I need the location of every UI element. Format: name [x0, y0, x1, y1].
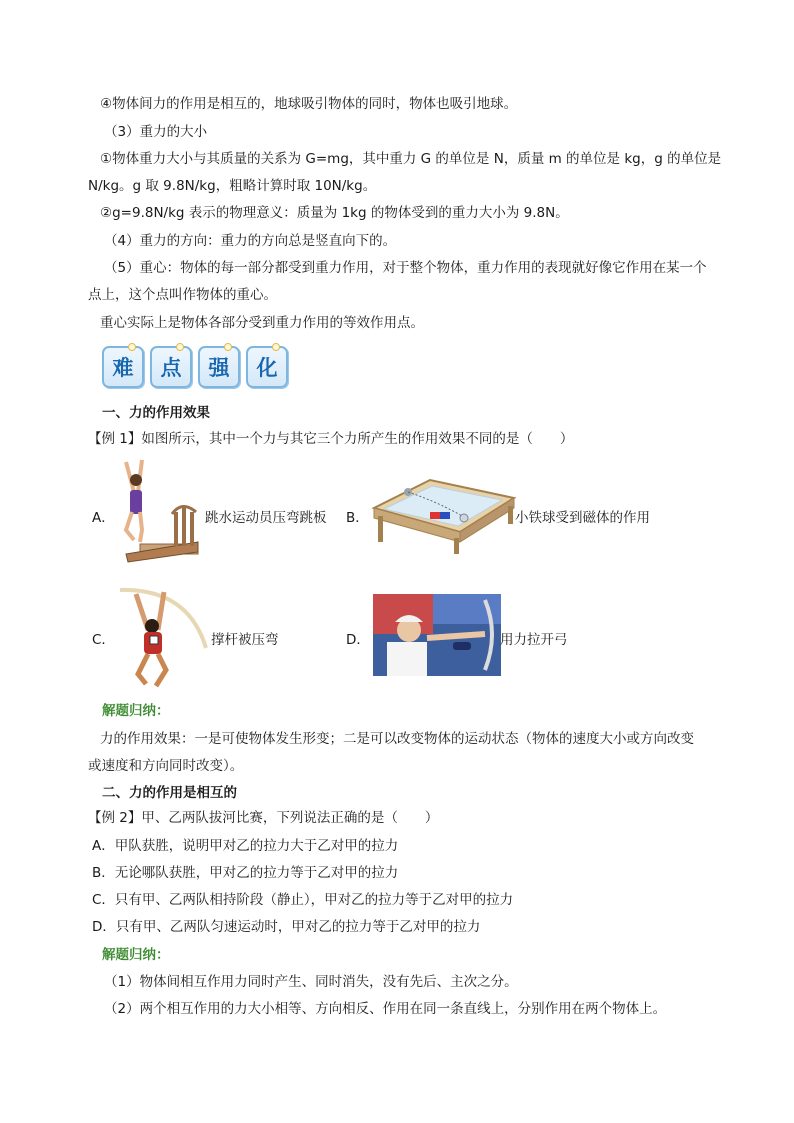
- option-text: 用力拉开弓: [500, 632, 568, 648]
- text-line: 重心实际上是物体各部分受到重力作用的等效作用点。: [100, 315, 424, 331]
- option-letter: C．: [92, 632, 115, 648]
- diver-illustration: [112, 456, 206, 564]
- text-line: （5）重心：物体的每一部分都受到重力作用，对于整个物体，重力作用的表现就好像它作用在某一个: [104, 260, 707, 276]
- magnet-table-illustration: [368, 472, 516, 556]
- badge-tile: 难: [102, 346, 144, 388]
- text-line: 点上，这个点叫作物体的重心。: [88, 287, 277, 303]
- section-heading: 一、力的作用效果: [102, 405, 210, 421]
- text-line: （4）重力的方向：重力的方向总是竖直向下的。: [104, 233, 397, 249]
- section-heading: 二、力的作用是相互的: [102, 785, 237, 801]
- choice-item: D．只有甲、乙两队匀速运动时，甲对乙的拉力等于乙对甲的拉力: [92, 919, 481, 935]
- example-question: 【例 2】甲、乙两队拔河比赛，下列说法正确的是（ ）: [88, 810, 439, 826]
- example-question: 【例 1】如图所示，其中一个力与其它三个力所产生的作用效果不同的是（ ）: [88, 431, 574, 447]
- option-letter: B．: [346, 510, 369, 526]
- badge-tile: 化: [246, 346, 288, 388]
- summary-text: 力的作用效果：一是可使物体发生形变；二是可以改变物体的运动状态（物体的速度大小或方向改变: [100, 731, 694, 747]
- archer-illustration: [373, 594, 501, 676]
- badge-tile: 强: [198, 346, 240, 388]
- option-text: 撑杆被压弯: [211, 632, 279, 648]
- text-line: N/kg。g 取 9.8N/kg，粗略计算时取 10N/kg。: [88, 178, 377, 194]
- badge-tile: 点: [150, 346, 192, 388]
- option-letter: A．: [92, 510, 115, 526]
- solution-summary-label: 解题归纳：: [102, 703, 170, 719]
- text-line: ①物体重力大小与其质量的关系为 G=mg，其中重力 G 的单位是 N，质量 m 的单位是 kg，g 的单位是: [100, 151, 722, 167]
- solution-summary-label: 解题归纳：: [102, 947, 170, 963]
- pole-vault-illustration: [112, 586, 212, 690]
- option-text: 跳水运动员压弯跳板: [205, 510, 327, 526]
- summary-text: 或速度和方向同时改变）。: [88, 758, 244, 774]
- subheading: （3）重力的大小: [104, 124, 208, 140]
- difficulty-badge: [102, 346, 288, 388]
- option-letter: D．: [346, 632, 370, 648]
- choice-item: C．只有甲、乙两队相持阶段（静止），甲对乙的拉力等于乙对甲的拉力: [92, 892, 514, 908]
- summary-text: （1）物体间相互作用力同时产生、同时消失，没有先后、主次之分。: [104, 974, 518, 990]
- choice-item: A．甲队获胜，说明甲对乙的拉力大于乙对甲的拉力: [92, 838, 399, 854]
- text-line: ②g=9.8N/kg 表示的物理意义：质量为 1kg 的物体受到的重力大小为 9.8N。: [100, 205, 569, 221]
- text-line: ④物体间力的作用是相互的，地球吸引物体的同时，物体也吸引地球。: [100, 96, 518, 112]
- summary-text: （2）两个相互作用的力大小相等、方向相反、作用在同一条直线上，分别作用在两个物体上。: [104, 1001, 667, 1017]
- choice-item: B．无论哪队获胜，甲对乙的拉力等于乙对甲的拉力: [92, 865, 399, 881]
- option-text: 小铁球受到磁体的作用: [515, 510, 650, 526]
